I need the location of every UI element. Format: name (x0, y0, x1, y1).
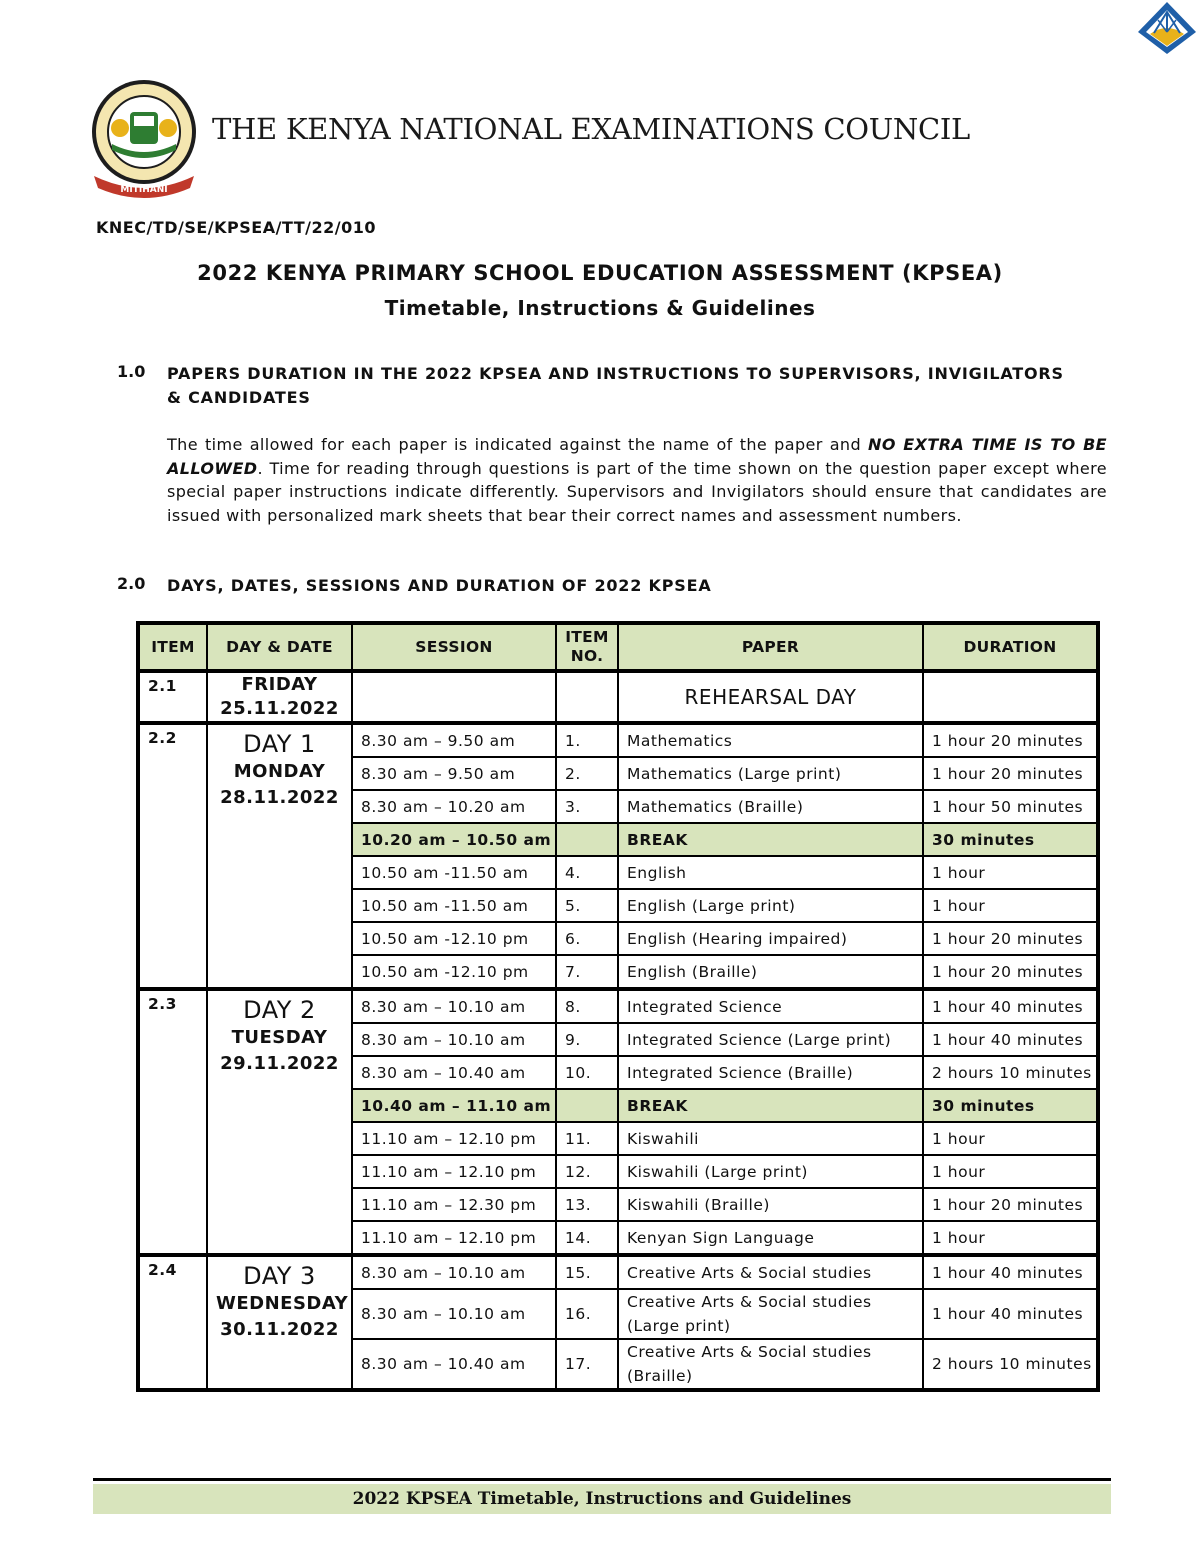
day-cell (207, 671, 352, 723)
session-cell: 10.40 am – 11.10 am (352, 1089, 556, 1122)
item-cell: 2.1 (138, 671, 207, 723)
day-date: 30.11.2022 (220, 1319, 339, 1340)
session-cell (352, 671, 556, 723)
page-footer: 2022 KPSEA Timetable, Instructions and Guidelines (93, 1484, 1111, 1514)
item-no-cell (556, 823, 618, 856)
item-no-cell: 9. (556, 1023, 618, 1056)
para-emphasis: NO EXTRA TIME IS TO BE ALLOWED (167, 435, 1107, 478)
duration-cell: 1 hour (923, 1221, 1098, 1255)
day-name: WEDNESDAY (216, 1293, 349, 1314)
day-number: DAY 2 (243, 996, 316, 1024)
item-no-cell: 4. (556, 856, 618, 889)
duration-cell: 30 minutes (923, 1089, 1098, 1122)
session-cell: 11.10 am – 12.10 pm (352, 1221, 556, 1255)
day-cell (207, 723, 352, 989)
duration-cell: 30 minutes (923, 823, 1098, 856)
table-row (138, 1255, 1098, 1289)
session-cell: 10.50 am -12.10 pm (352, 955, 556, 989)
session-cell: 10.50 am -12.10 pm (352, 922, 556, 955)
paper-cell: Creative Arts & Social studies (618, 1255, 923, 1289)
duration-cell: 1 hour 20 minutes (923, 723, 1098, 757)
paper-cell: English (Hearing impaired) (618, 922, 923, 955)
timetable (136, 621, 1100, 1392)
day-date: 29.11.2022 (220, 1053, 339, 1074)
session-cell: 8.30 am – 10.10 am (352, 1255, 556, 1289)
section-1-number: 1.0 (117, 362, 146, 381)
item-no-cell: 2. (556, 757, 618, 790)
paper-cell: Kiswahili (Braille) (618, 1188, 923, 1221)
footer-divider (93, 1478, 1111, 1481)
session-cell: 8.30 am – 9.50 am (352, 723, 556, 757)
item-no-cell (556, 1089, 618, 1122)
paper-cell: Integrated Science (Large print) (618, 1023, 923, 1056)
duration-cell: 1 hour 20 minutes (923, 1188, 1098, 1221)
paper-cell: Kiswahili (Large print) (618, 1155, 923, 1188)
para-end: . Time for reading through questions is part of the time shown on the question paper except where special paper instructions indicate differently. Supervisors and Invigilators should ensure that candidates are issued with personalized mark sheets that bear their correct names and assessment numbers. (167, 458, 1107, 525)
duration-cell: 1 hour 20 minutes (923, 757, 1098, 790)
duration-cell: 2 hours 10 minutes (923, 1339, 1098, 1390)
item-no-cell: 12. (556, 1155, 618, 1188)
paper-cell: Creative Arts & Social studies (Large print) (618, 1289, 923, 1339)
paper-cell: Mathematics (Large print) (618, 757, 923, 790)
council-name: THE KENYA NATIONAL EXAMINATIONS COUNCIL (212, 112, 971, 146)
session-cell: 11.10 am – 12.10 pm (352, 1122, 556, 1155)
table-row (138, 989, 1098, 1023)
item-no-cell: 7. (556, 955, 618, 989)
paper-cell: Integrated Science (Braille) (618, 1056, 923, 1089)
session-cell: 10.20 am – 10.50 am (352, 823, 556, 856)
duration-cell: 2 hours 10 minutes (923, 1056, 1098, 1089)
session-cell: 8.30 am – 10.10 am (352, 1289, 556, 1339)
document-title: 2022 KENYA PRIMARY SCHOOL EDUCATION ASSESSMENT (KPSEA) (197, 261, 1003, 285)
session-cell: 10.50 am -11.50 am (352, 889, 556, 922)
item-no-cell: 11. (556, 1122, 618, 1155)
table-row-rehearsal (138, 671, 1098, 723)
paper-cell: Integrated Science (618, 989, 923, 1023)
item-no-cell: 15. (556, 1255, 618, 1289)
paper-cell: Creative Arts & Social studies (Braille) (618, 1339, 923, 1390)
header-duration: DURATION (923, 623, 1098, 671)
day-number: DAY 3 (243, 1262, 316, 1290)
item-no-cell: 17. (556, 1339, 618, 1390)
session-cell: 8.30 am – 10.40 am (352, 1056, 556, 1089)
item-cell: 2.3 (138, 989, 207, 1255)
item-no-cell: 10. (556, 1056, 618, 1089)
duration-cell: 1 hour (923, 889, 1098, 922)
day-name: TUESDAY (231, 1027, 328, 1048)
duration-cell: 1 hour 20 minutes (923, 955, 1098, 989)
item-no-cell: 13. (556, 1188, 618, 1221)
duration-cell: 1 hour 40 minutes (923, 989, 1098, 1023)
paper-cell: BREAK (618, 823, 923, 856)
day-date: 25.11.2022 (220, 698, 339, 719)
item-no-cell: 6. (556, 922, 618, 955)
day-name: FRIDAY (241, 674, 318, 695)
header-paper: PAPER (618, 623, 923, 671)
session-cell: 11.10 am – 12.30 pm (352, 1188, 556, 1221)
section-2-number: 2.0 (117, 574, 146, 593)
table-header-row (138, 623, 1098, 671)
day2-group (138, 989, 1098, 1255)
section-1-paragraph (167, 433, 1107, 527)
item-no-cell: 16. (556, 1289, 618, 1339)
header-session: SESSION (352, 623, 556, 671)
paper-cell: Kiswahili (618, 1122, 923, 1155)
day-number: DAY 1 (243, 730, 316, 758)
session-cell: 8.30 am – 9.50 am (352, 757, 556, 790)
paper-cell: English (618, 856, 923, 889)
table-row (138, 723, 1098, 757)
paper-cell: Mathematics (618, 723, 923, 757)
knec-corner-logo-icon (1134, 0, 1200, 56)
day-cell (207, 989, 352, 1255)
duration-cell: 1 hour (923, 856, 1098, 889)
session-cell: 10.50 am -11.50 am (352, 856, 556, 889)
item-no-cell: 8. (556, 989, 618, 1023)
day-date: 28.11.2022 (220, 787, 339, 808)
day3-group (138, 1255, 1098, 1390)
item-no-cell (556, 671, 618, 723)
item-no-cell: 14. (556, 1221, 618, 1255)
session-cell: 8.30 am – 10.10 am (352, 1023, 556, 1056)
day-cell (207, 1255, 352, 1390)
item-no-cell: 3. (556, 790, 618, 823)
paper-cell: English (Braille) (618, 955, 923, 989)
paper-cell: Mathematics (Braille) (618, 790, 923, 823)
paper-cell: REHEARSAL DAY (618, 671, 923, 723)
item-cell: 2.4 (138, 1255, 207, 1390)
section-2-title: DAYS, DATES, SESSIONS AND DURATION OF 2022 KPSEA (167, 576, 712, 595)
header-item-no: ITEM NO. (556, 623, 618, 671)
knec-seal-icon (84, 78, 204, 204)
document-reference: KNEC/TD/SE/KPSEA/TT/22/010 (96, 218, 376, 237)
duration-cell: 1 hour 40 minutes (923, 1023, 1098, 1056)
paper-cell: English (Large print) (618, 889, 923, 922)
session-cell: 8.30 am – 10.40 am (352, 1339, 556, 1390)
day-name: MONDAY (233, 761, 326, 782)
duration-cell: 1 hour 20 minutes (923, 922, 1098, 955)
duration-cell: 1 hour (923, 1122, 1098, 1155)
duration-cell: 1 hour (923, 1155, 1098, 1188)
section-1-title: PAPERS DURATION IN THE 2022 KPSEA AND INSTRUCTIONS TO SUPERVISORS, INVIGILATORS & CANDIDATES (167, 364, 1064, 407)
session-cell: 8.30 am – 10.10 am (352, 989, 556, 1023)
session-cell: 8.30 am – 10.20 am (352, 790, 556, 823)
item-cell: 2.2 (138, 723, 207, 989)
header-day-date: DAY & DATE (207, 623, 352, 671)
item-no-cell: 1. (556, 723, 618, 757)
paper-cell: BREAK (618, 1089, 923, 1122)
item-no-cell: 5. (556, 889, 618, 922)
header-item: ITEM (138, 623, 207, 671)
duration-cell: 1 hour 40 minutes (923, 1289, 1098, 1339)
seal-motto: MITIHANI (120, 185, 168, 195)
day1-group (138, 723, 1098, 989)
paper-cell: Kenyan Sign Language (618, 1221, 923, 1255)
para-start: The time allowed for each paper is indicated against the name of the paper and (167, 435, 869, 454)
duration-cell (923, 671, 1098, 723)
duration-cell: 1 hour 40 minutes (923, 1255, 1098, 1289)
session-cell: 11.10 am – 12.10 pm (352, 1155, 556, 1188)
document-subtitle: Timetable, Instructions & Guidelines (384, 296, 816, 320)
duration-cell: 1 hour 50 minutes (923, 790, 1098, 823)
